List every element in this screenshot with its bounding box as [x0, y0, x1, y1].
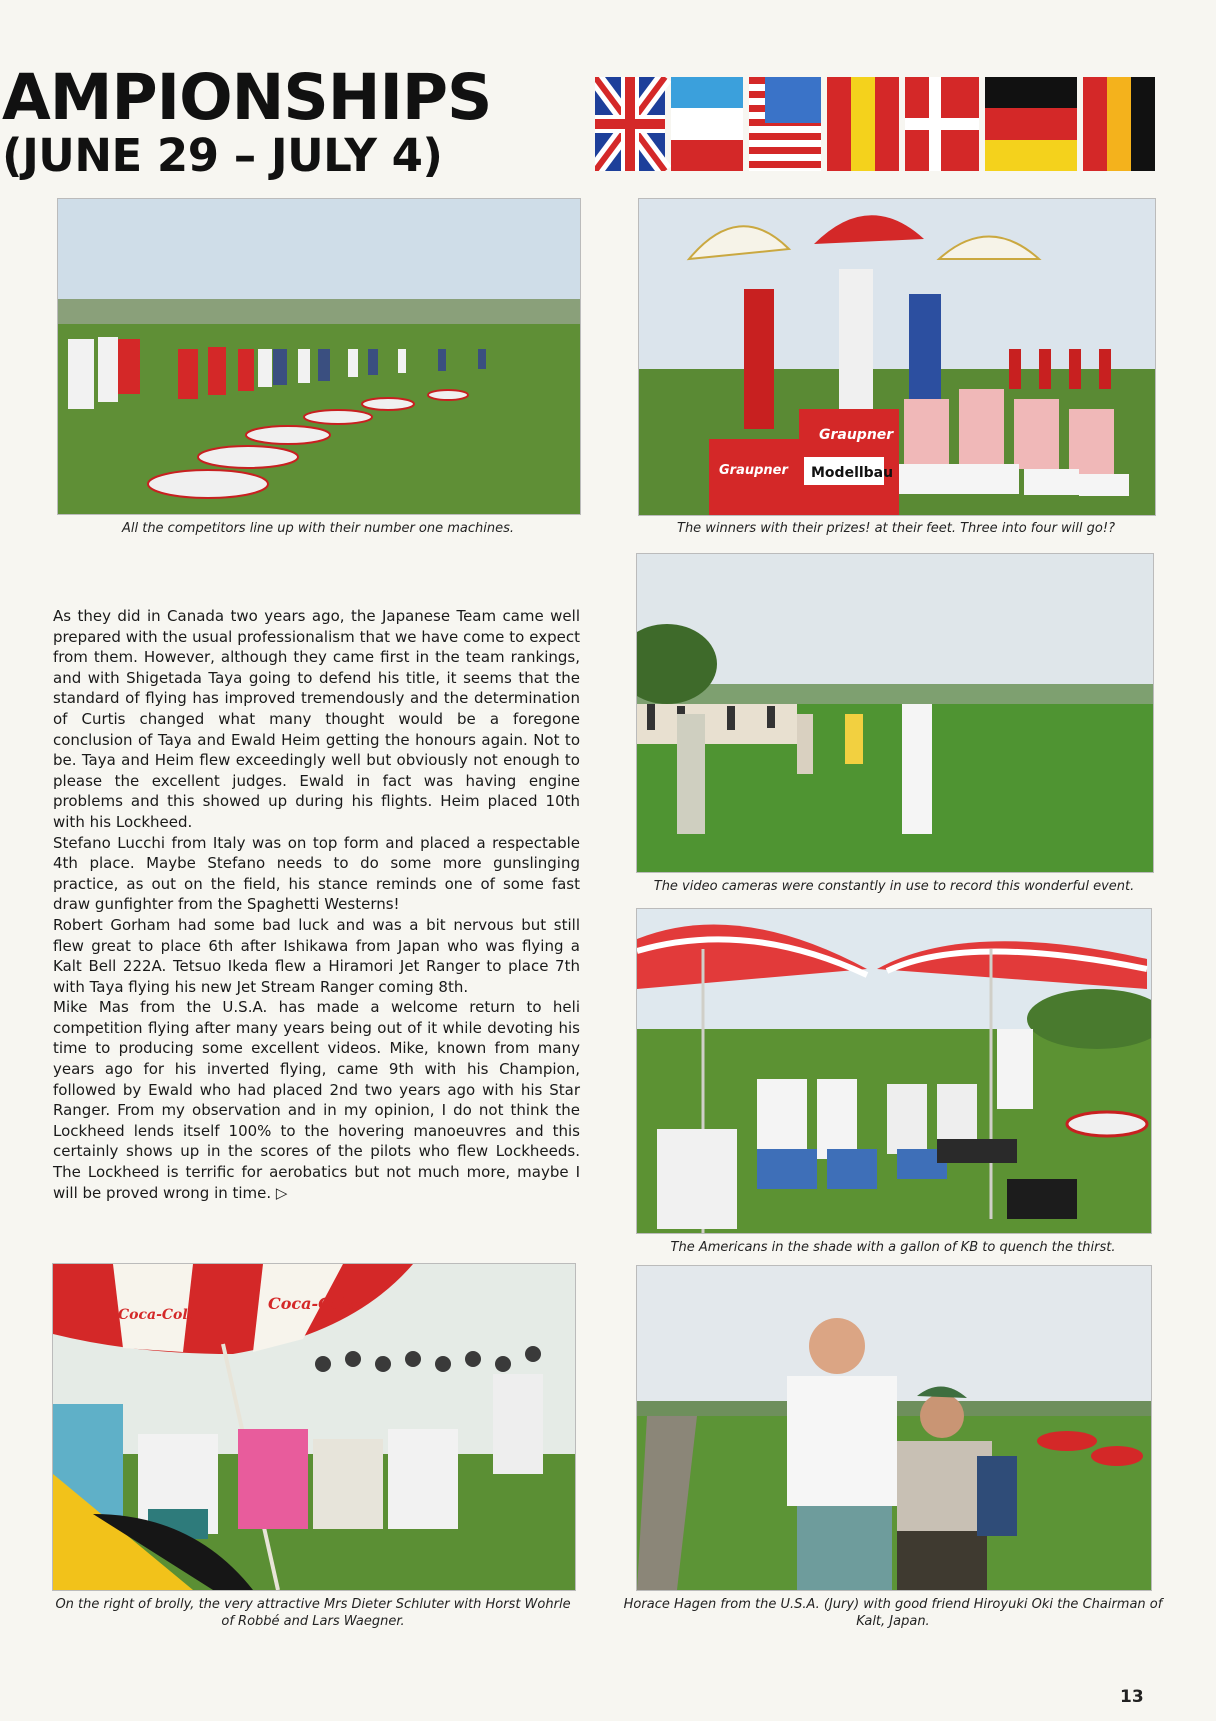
article-body	[53, 606, 580, 1203]
podium-sign-1: Graupner	[819, 427, 894, 443]
article-paragraph-1: As they did in Canada two years ago, the Japanese Team came well prepared with the usual professionalism that we have come to expect from them. However, although they came first in the team rankings, and with Shigetada Taya going to defend his title, it seems that the standard of flying has improved tremendously and the determination of Curtis changed what many thought would be a foregone conclusion of Taya and Ewald Heim getting the honours again. Not to be. Taya and Heim flew exceedingly well but obviously not enough to please the excellent judges. Ewald in fact was having engine problems and this showed up during his flights. Heim placed 10th with his Lockheed.	[53, 607, 580, 831]
flag-union-jack	[595, 77, 665, 171]
photo-competitors-lineup	[57, 198, 581, 515]
article-paragraph-3: Robert Gorham had some bad luck and was a bit nervous but still flew great to place 6th after Ishikawa from Japan who was flying a Kalt Bell 222A. Tetsuo Ikeda flew a Hiramori Jet Ranger to place 7th with Taya flying his new Jet Stream Ranger coming 8th.	[53, 915, 580, 996]
photo-americans-shade	[636, 908, 1152, 1234]
flag-denmark	[905, 77, 979, 171]
flag-usa	[749, 77, 821, 171]
caption-brolly: On the right of brolly, the very attractive Mrs Dieter Schluter with Horst Wohrle of Robbé and Lars Waegner.	[55, 1597, 571, 1629]
umbrella-logo-1: Coca-Cola	[268, 1294, 359, 1313]
caption-hagen: Horace Hagen from the U.S.A. (Jury) with good friend Hiroyuki Oki the Chairman of Kalt, Japan.	[623, 1597, 1163, 1629]
page-number: 13	[1120, 1687, 1144, 1707]
flag-blue-white-red	[671, 77, 743, 171]
article-paragraph-2: Stefano Lucchi from Italy was on top form and placed a respectable 4th place. Maybe Stefano needs to do some more gunslinging practice, as out on the field, his stance reminds one of some fast draw gunfighter from the Spaghetti Westerns!	[53, 833, 580, 914]
photo-hagen-oki	[636, 1265, 1152, 1591]
flag-red-yellow-red	[827, 77, 899, 171]
caption-video: The video cameras were constantly in use to record this wonderful event.	[653, 879, 1135, 894]
photo-winners-podium	[638, 198, 1156, 516]
caption-lineup: All the competitors line up with their number one machines.	[121, 521, 515, 536]
title-line-1: AMPIONSHIPS	[2, 61, 492, 134]
article-paragraph-4: Mike Mas from the U.S.A. has made a welcome return to heli competition flying after many years being out of it while devoting his time to producing some excellent videos. Mike, known from many years ago for his inverted flying, came 9th with his Champion, followed by Ewald who had placed 2nd two years ago with his Star Ranger. From my observation and in my opinion, I do not think the Lockheed lends itself 100% to the hovering manoeuvres and this certainly shows up in the scores of the pilots who flew Lockheeds. The Lockheed is terrific for aerobatics but not much more, maybe I will be proved wrong in time. ▷	[53, 998, 580, 1202]
caption-americans: The Americans in the shade with a gallon of KB to quench the thirst.	[670, 1240, 1116, 1255]
page-title	[2, 61, 582, 182]
flag-red-yellow-black	[1083, 77, 1155, 171]
flag-west-germany	[985, 77, 1077, 171]
flags-banner	[595, 77, 1155, 171]
podium-sign-2: Graupner	[719, 463, 788, 478]
caption-winners: The winners with their prizes! at their feet. Three into four will go!?	[677, 521, 1115, 536]
podium-sign-3: Modellbau	[811, 465, 894, 481]
photo-coca-cola-brolly	[52, 1263, 576, 1591]
title-line-2: (JUNE 29 – JULY 4)	[2, 129, 443, 182]
umbrella-logo-2: Coca-Cola	[118, 1307, 197, 1323]
photo-video-cameras	[636, 553, 1154, 873]
